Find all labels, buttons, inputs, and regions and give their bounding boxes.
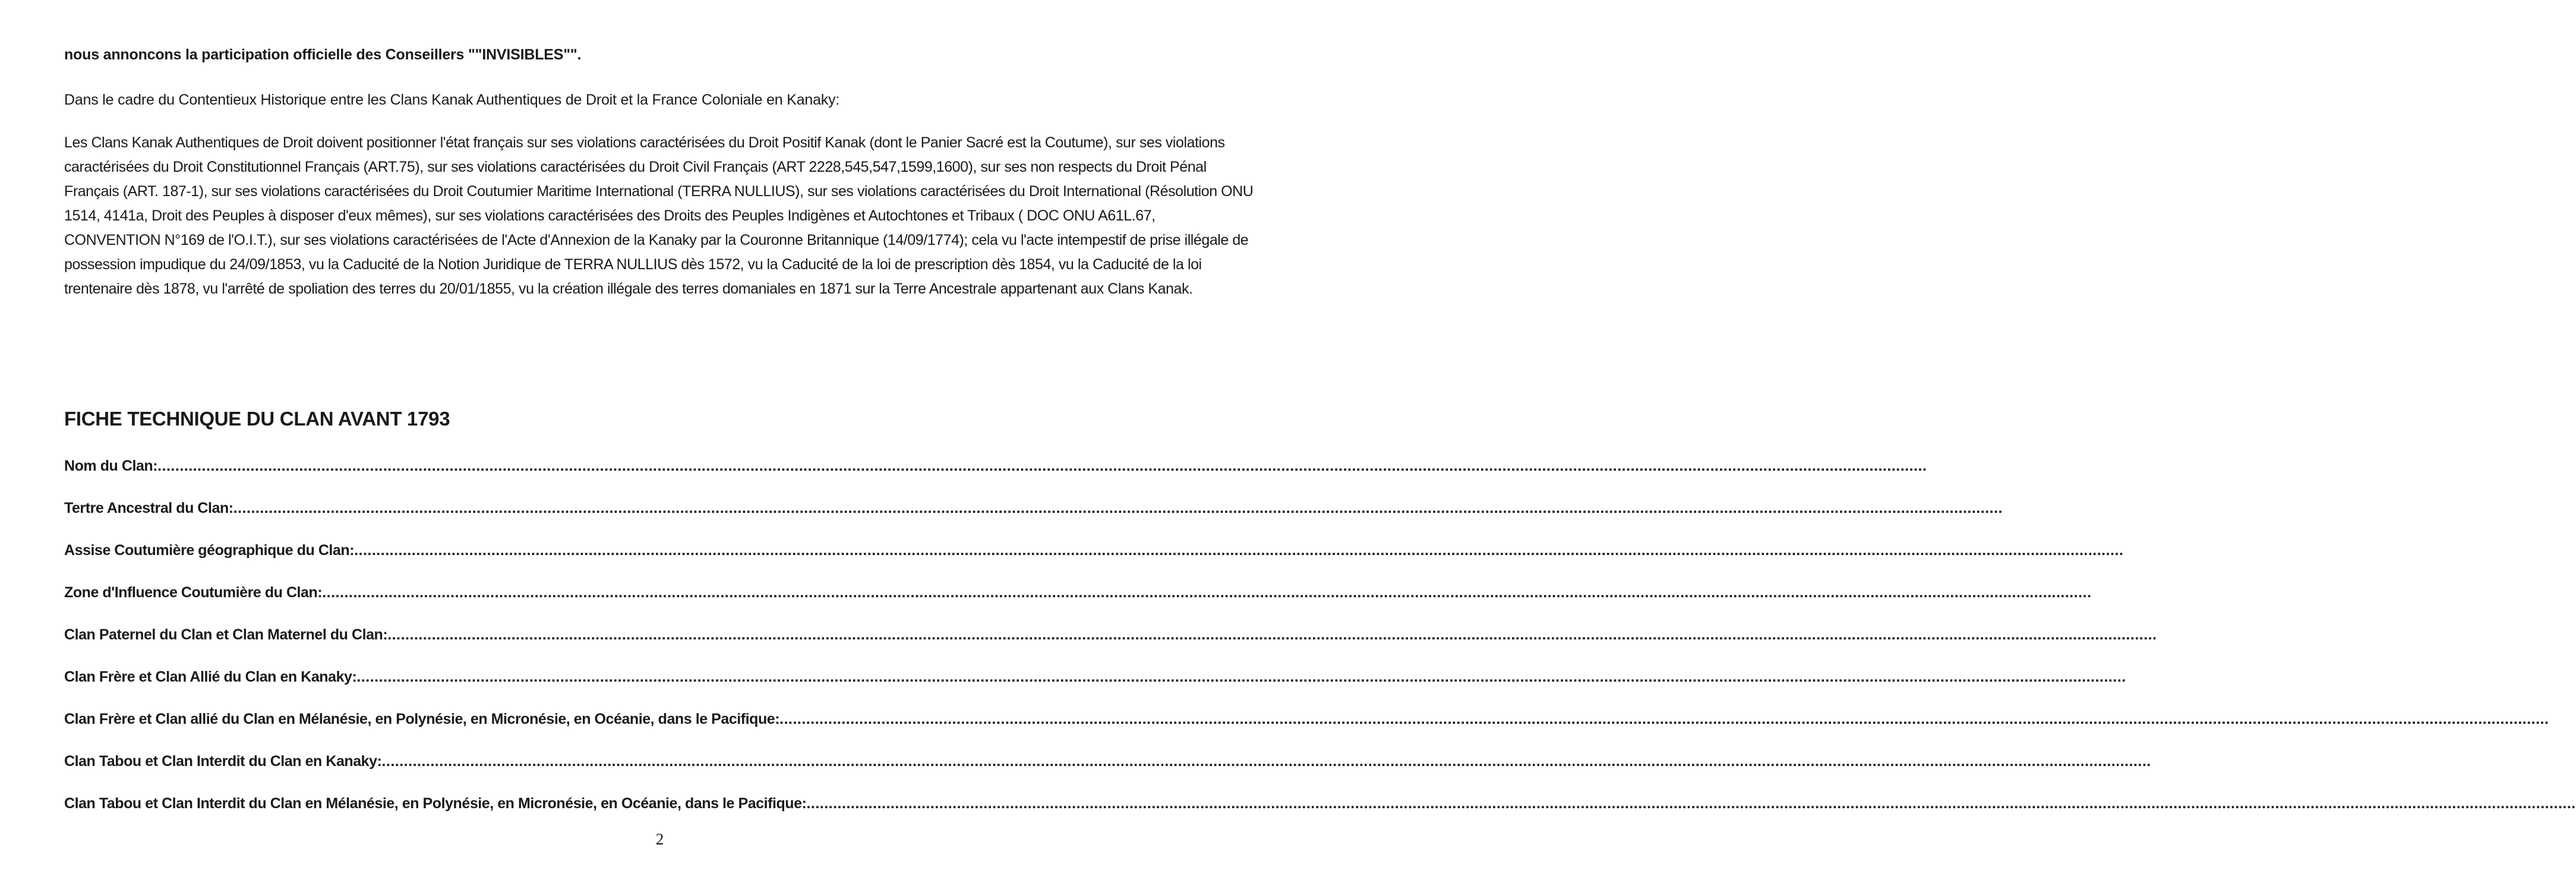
form-field-assise-coutumiere[interactable] (64, 542, 2124, 563)
field-dotted-line[interactable]: ................................................................................................................................................................................................................................................................................................................................................................................................................ (322, 584, 2092, 601)
form-field-clan-paternel-maternel[interactable] (64, 626, 2157, 648)
field-dotted-line[interactable]: ................................................................................................................................................................................................................................................................................................................................................................................................................ (387, 626, 2157, 643)
field-dotted-line[interactable]: ................................................................................................................................................................................................................................................................................................................................................................................................................ (356, 669, 2126, 685)
field-label: Clan Tabou et Clan Interdit du Clan en Mélanésie, en Polynésie, en Micronésie, en Océanie, dans le Pacifique: (64, 795, 807, 812)
section-title: FICHE TECHNIQUE DU CLAN AVANT 1793 (64, 408, 450, 430)
form-field-zone-influence[interactable] (64, 584, 2092, 606)
field-dotted-line[interactable]: ................................................................................................................................................................................................................................................................................................................................................................................................................ (806, 795, 2576, 812)
field-label: Nom du Clan: (64, 458, 158, 474)
form-field-clan-tabou-pacifique[interactable] (64, 795, 2576, 817)
page-number: 2 (655, 830, 664, 848)
field-label: Clan Tabou et Clan Interdit du Clan en Kanaky: (64, 753, 382, 770)
form-field-nom-du-clan[interactable] (64, 458, 1927, 479)
intro-line: nous annoncons la participation officielle des Conseillers ""INVISIBLES"". (64, 46, 582, 63)
context-line: Dans le cadre du Contentieux Historique entre les Clans Kanak Authentiques de Droit et la France Coloniale en Kanaky: (64, 92, 840, 108)
field-label: Clan Paternel du Clan et Clan Maternel du Clan: (64, 626, 388, 643)
field-dotted-line[interactable]: ................................................................................................................................................................................................................................................................................................................................................................................................................ (233, 500, 2003, 516)
field-dotted-line[interactable]: ................................................................................................................................................................................................................................................................................................................................................................................................................ (779, 711, 2549, 727)
field-label: Clan Frère et Clan Allié du Clan en Kanaky: (64, 669, 357, 685)
field-label: Zone d'Influence Coutumière du Clan: (64, 584, 323, 601)
form-field-tertre-ancestral[interactable] (64, 500, 2003, 521)
document-page (64, 0, 2576, 892)
form-field-clan-frere-allie-pacifique[interactable] (64, 711, 2549, 732)
field-label: Tertre Ancestral du Clan: (64, 500, 233, 516)
field-label: Clan Frère et Clan allié du Clan en Mélanésie, en Polynésie, en Micronésie, en Océanie, dans le Pacifique: (64, 711, 780, 727)
field-dotted-line[interactable]: ................................................................................................................................................................................................................................................................................................................................................................................................................ (157, 458, 1927, 474)
field-label: Assise Coutumière géographique du Clan: (64, 542, 355, 559)
body-paragraph: Les Clans Kanak Authentiques de Droit doivent positionner l'état français sur ses violations caractérisées du Droit Positif Kanak (dont le Panier Sacré est la Coutume), sur ses violations caractérisées du Droit Constitutionnel Français (ART.75), sur ses violations caractérisées du Droit Civil Français (ART 2228,545,547,1599,1600), sur ses non respects du Droit Pénal Français (ART. 187-1), sur ses violations caractérisées du Droit Coutumier Maritime International (TERRA NULLIUS), sur ses violations caractérisées du Droit International (Résolution ONU 1514, 4141a, Droit des Peuples à disposer d'eux mêmes), sur ses violations caractérisées des Droits des Peuples Indigènes et Autochtones et Tribaux ( DOC ONU A61L.67, CONVENTION N°169 de l'O.I.T.), sur ses violations caractérisées de l'Acte d'Annexion de la Kanaky par la Couronne Britannique (14/09/1774); cela vu l'acte intempestif de prise illégale de possession impudique du 24/09/1853, vu la Caducité de la Notion Juridique de TERRA NULLIUS dès 1572, vu la Caducité de la loi de prescription dès 1854, vu la Caducité de la loi trentenaire dès 1878, vu l'arrêté de spoliation des terres du 20/01/1855, vu la création illégale des terres domaniales en 1871 sur la Terre Ancestrale appartenant aux Clans Kanak. (64, 134, 1254, 297)
field-dotted-line[interactable]: ................................................................................................................................................................................................................................................................................................................................................................................................................ (354, 542, 2124, 559)
field-dotted-line[interactable]: ................................................................................................................................................................................................................................................................................................................................................................................................................ (381, 753, 2151, 770)
form-field-clan-frere-allie-kanaky[interactable] (64, 669, 2126, 690)
form-field-clan-tabou-kanaky[interactable] (64, 753, 2151, 774)
